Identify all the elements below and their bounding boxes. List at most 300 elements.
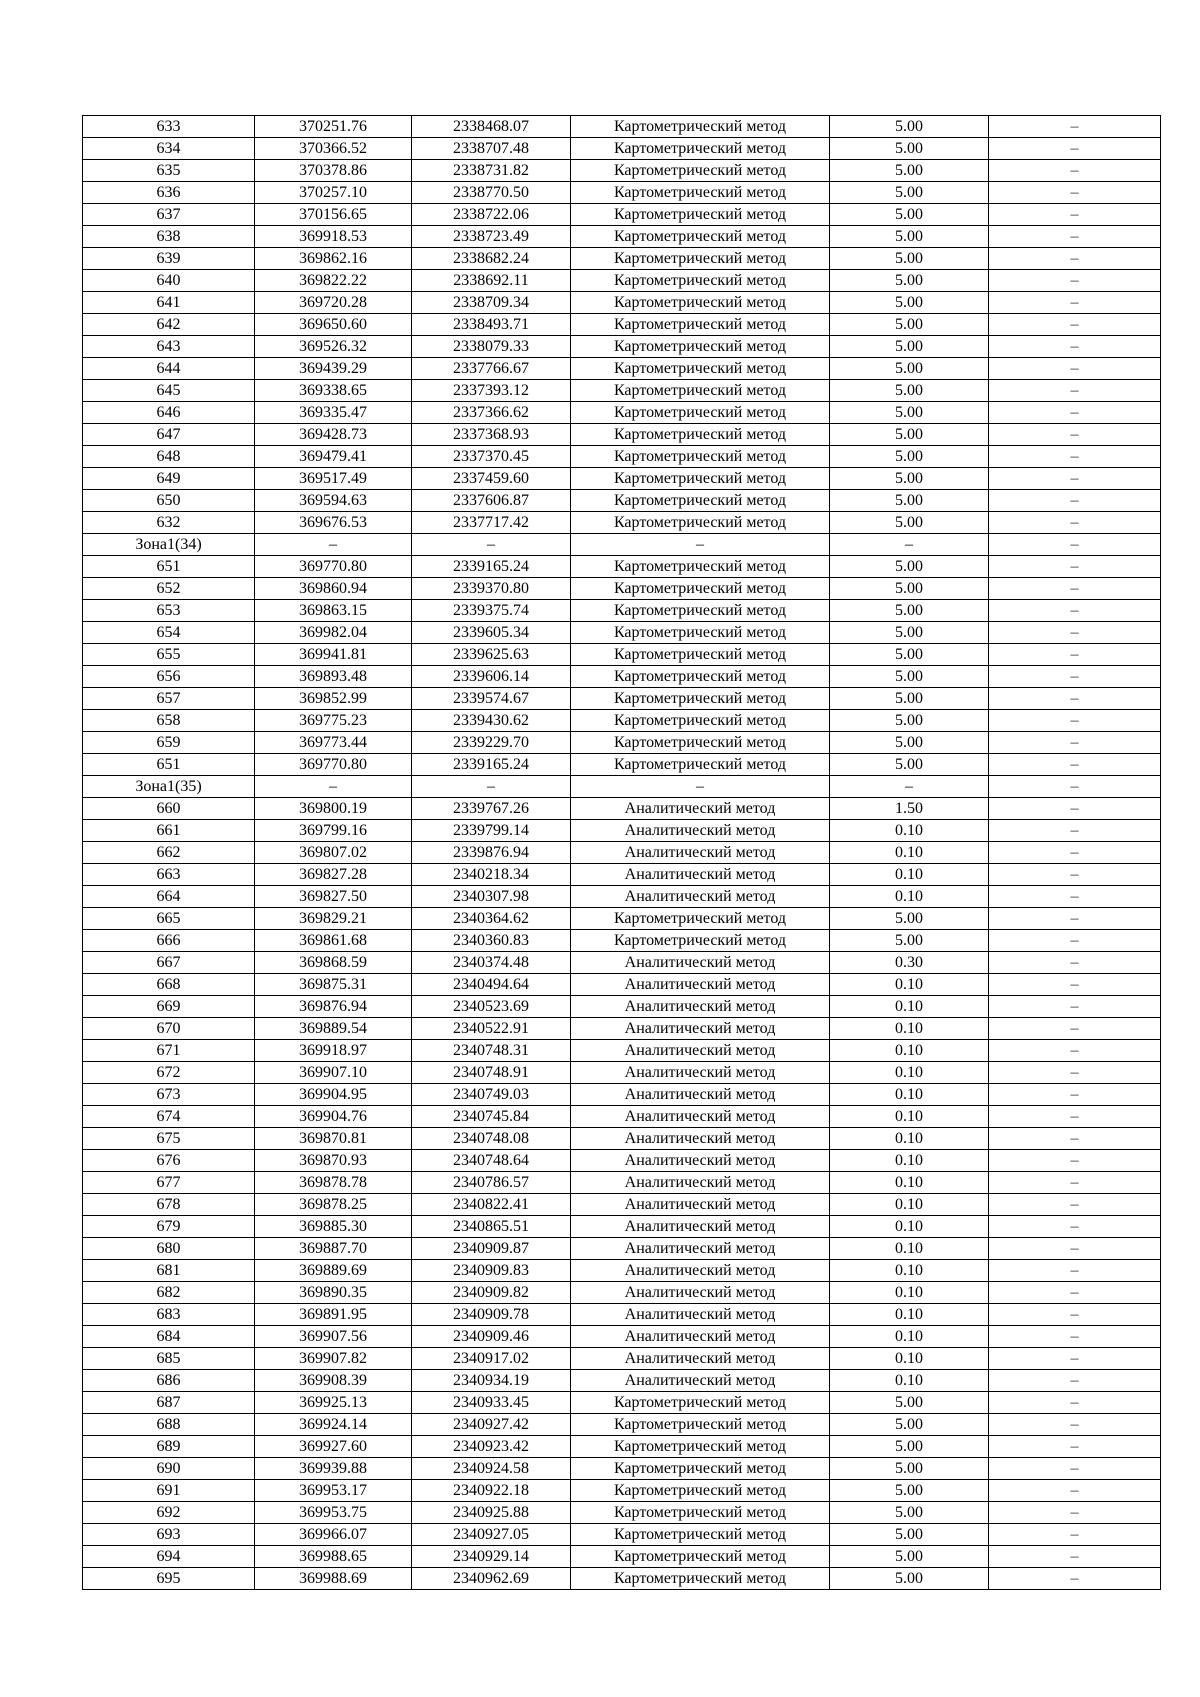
note-cell: – (989, 1018, 1161, 1040)
table-row (83, 688, 1161, 710)
point-number-cell: Зона1(35) (83, 776, 255, 798)
x-coordinate-cell: 369953.17 (255, 1480, 412, 1502)
note-cell: – (989, 952, 1161, 974)
x-coordinate-cell: 369526.32 (255, 336, 412, 358)
note-cell: – (989, 1040, 1161, 1062)
accuracy-cell: 0.10 (830, 996, 989, 1018)
note-cell: – (989, 292, 1161, 314)
x-coordinate-cell: 369889.54 (255, 1018, 412, 1040)
point-number-cell: 682 (83, 1282, 255, 1304)
accuracy-cell: 5.00 (830, 556, 989, 578)
method-cell: Картометрический метод (571, 1436, 830, 1458)
method-cell: Картометрический метод (571, 1458, 830, 1480)
x-coordinate-cell: 369953.75 (255, 1502, 412, 1524)
accuracy-cell: 5.00 (830, 468, 989, 490)
note-cell: – (989, 446, 1161, 468)
note-cell: – (989, 622, 1161, 644)
table-row (83, 776, 1161, 798)
x-coordinate-cell: 369907.82 (255, 1348, 412, 1370)
accuracy-cell: 0.10 (830, 974, 989, 996)
accuracy-cell: 0.10 (830, 1304, 989, 1326)
point-number-cell: 638 (83, 226, 255, 248)
note-cell: – (989, 1348, 1161, 1370)
accuracy-cell: 5.00 (830, 578, 989, 600)
table-row (83, 314, 1161, 336)
accuracy-cell: 5.00 (830, 314, 989, 336)
accuracy-cell: 5.00 (830, 600, 989, 622)
table-row (83, 996, 1161, 1018)
accuracy-cell: 5.00 (830, 270, 989, 292)
note-cell: – (989, 1304, 1161, 1326)
y-coordinate-cell: 2340522.91 (412, 1018, 571, 1040)
x-coordinate-cell: 370156.65 (255, 204, 412, 226)
point-number-cell: 636 (83, 182, 255, 204)
y-coordinate-cell: 2340929.14 (412, 1546, 571, 1568)
note-cell: – (989, 1194, 1161, 1216)
point-number-cell: 650 (83, 490, 255, 512)
point-number-cell: 666 (83, 930, 255, 952)
method-cell: Аналитический метод (571, 820, 830, 842)
accuracy-cell: 0.10 (830, 886, 989, 908)
x-coordinate-cell: 369861.68 (255, 930, 412, 952)
table-row (83, 1370, 1161, 1392)
note-cell: – (989, 1106, 1161, 1128)
point-number-cell: 675 (83, 1128, 255, 1150)
table-row (83, 1436, 1161, 1458)
y-coordinate-cell: 2340748.64 (412, 1150, 571, 1172)
method-cell: Картометрический метод (571, 556, 830, 578)
accuracy-cell: 0.10 (830, 1172, 989, 1194)
note-cell: – (989, 490, 1161, 512)
note-cell: – (989, 798, 1161, 820)
table-row (83, 226, 1161, 248)
accuracy-cell: 5.00 (830, 1436, 989, 1458)
y-coordinate-cell: 2340927.42 (412, 1414, 571, 1436)
x-coordinate-cell: 369770.80 (255, 754, 412, 776)
method-cell: Аналитический метод (571, 1194, 830, 1216)
accuracy-cell: 0.10 (830, 1062, 989, 1084)
y-coordinate-cell: 2339165.24 (412, 754, 571, 776)
x-coordinate-cell: 369829.21 (255, 908, 412, 930)
table-row (83, 1348, 1161, 1370)
method-cell: Картометрический метод (571, 226, 830, 248)
method-cell: Картометрический метод (571, 754, 830, 776)
accuracy-cell: 0.10 (830, 1370, 989, 1392)
method-cell: Картометрический метод (571, 600, 830, 622)
table-row (83, 1018, 1161, 1040)
y-coordinate-cell: 2340360.83 (412, 930, 571, 952)
table-row (83, 490, 1161, 512)
method-cell: Картометрический метод (571, 380, 830, 402)
y-coordinate-cell: 2339165.24 (412, 556, 571, 578)
table-row (83, 512, 1161, 534)
table-row (83, 1568, 1161, 1590)
table-row (83, 578, 1161, 600)
method-cell: Картометрический метод (571, 1392, 830, 1414)
x-coordinate-cell: 369517.49 (255, 468, 412, 490)
method-cell: Картометрический метод (571, 424, 830, 446)
y-coordinate-cell: 2339605.34 (412, 622, 571, 644)
y-coordinate-cell: 2337393.12 (412, 380, 571, 402)
point-number-cell: 695 (83, 1568, 255, 1590)
coordinates-table (82, 115, 1161, 1590)
point-number-cell: 648 (83, 446, 255, 468)
x-coordinate-cell: 369439.29 (255, 358, 412, 380)
x-coordinate-cell: 369925.13 (255, 1392, 412, 1414)
note-cell: – (989, 842, 1161, 864)
y-coordinate-cell: 2340748.91 (412, 1062, 571, 1084)
method-cell: Аналитический метод (571, 1128, 830, 1150)
method-cell: – (571, 534, 830, 556)
accuracy-cell: 5.00 (830, 930, 989, 952)
accuracy-cell: 0.10 (830, 1018, 989, 1040)
table-row (83, 908, 1161, 930)
y-coordinate-cell: 2340523.69 (412, 996, 571, 1018)
point-number-cell: 661 (83, 820, 255, 842)
note-cell: – (989, 1260, 1161, 1282)
point-number-cell: 634 (83, 138, 255, 160)
y-coordinate-cell: 2337766.67 (412, 358, 571, 380)
y-coordinate-cell: 2340933.45 (412, 1392, 571, 1414)
x-coordinate-cell: 369870.93 (255, 1150, 412, 1172)
note-cell: – (989, 578, 1161, 600)
point-number-cell: 686 (83, 1370, 255, 1392)
note-cell: – (989, 1150, 1161, 1172)
y-coordinate-cell: 2340822.41 (412, 1194, 571, 1216)
accuracy-cell: 5.00 (830, 1568, 989, 1590)
table-row (83, 556, 1161, 578)
y-coordinate-cell: 2340749.03 (412, 1084, 571, 1106)
y-coordinate-cell: 2340786.57 (412, 1172, 571, 1194)
y-coordinate-cell: 2340909.82 (412, 1282, 571, 1304)
note-cell: – (989, 512, 1161, 534)
accuracy-cell: 0.10 (830, 1128, 989, 1150)
x-coordinate-cell: 369870.81 (255, 1128, 412, 1150)
y-coordinate-cell: 2338692.11 (412, 270, 571, 292)
x-coordinate-cell: 369891.95 (255, 1304, 412, 1326)
note-cell: – (989, 226, 1161, 248)
method-cell: Картометрический метод (571, 336, 830, 358)
x-coordinate-cell: 369827.50 (255, 886, 412, 908)
accuracy-cell: 5.00 (830, 710, 989, 732)
note-cell: – (989, 1282, 1161, 1304)
method-cell: Аналитический метод (571, 1172, 830, 1194)
x-coordinate-cell: 369878.78 (255, 1172, 412, 1194)
accuracy-cell: 0.10 (830, 1282, 989, 1304)
table-row (83, 380, 1161, 402)
method-cell: Картометрический метод (571, 512, 830, 534)
point-number-cell: 637 (83, 204, 255, 226)
table-row (83, 1194, 1161, 1216)
method-cell: Аналитический метод (571, 798, 830, 820)
point-number-cell: 670 (83, 1018, 255, 1040)
note-cell: – (989, 336, 1161, 358)
x-coordinate-cell: 369887.70 (255, 1238, 412, 1260)
x-coordinate-cell: 369676.53 (255, 512, 412, 534)
note-cell: – (989, 1392, 1161, 1414)
y-coordinate-cell: 2337717.42 (412, 512, 571, 534)
method-cell: Аналитический метод (571, 1062, 830, 1084)
method-cell: Картометрический метод (571, 1546, 830, 1568)
method-cell: Аналитический метод (571, 842, 830, 864)
point-number-cell: 635 (83, 160, 255, 182)
y-coordinate-cell: 2340927.05 (412, 1524, 571, 1546)
table-row (83, 1480, 1161, 1502)
table-row (83, 292, 1161, 314)
table-row (83, 886, 1161, 908)
note-cell: – (989, 754, 1161, 776)
method-cell: Аналитический метод (571, 1370, 830, 1392)
accuracy-cell: 5.00 (830, 1480, 989, 1502)
point-number-cell: 689 (83, 1436, 255, 1458)
table-row (83, 1084, 1161, 1106)
method-cell: – (571, 776, 830, 798)
point-number-cell: 655 (83, 644, 255, 666)
point-number-cell: 679 (83, 1216, 255, 1238)
x-coordinate-cell: 369827.28 (255, 864, 412, 886)
table-row (83, 1150, 1161, 1172)
method-cell: Аналитический метод (571, 1106, 830, 1128)
accuracy-cell: 5.00 (830, 490, 989, 512)
point-number-cell: 658 (83, 710, 255, 732)
note-cell: – (989, 1084, 1161, 1106)
table-row (83, 116, 1161, 138)
table-row (83, 1128, 1161, 1150)
point-number-cell: 691 (83, 1480, 255, 1502)
y-coordinate-cell: 2338707.48 (412, 138, 571, 160)
x-coordinate-cell: 369650.60 (255, 314, 412, 336)
table-row (83, 600, 1161, 622)
x-coordinate-cell: 369852.99 (255, 688, 412, 710)
x-coordinate-cell: 369904.95 (255, 1084, 412, 1106)
x-coordinate-cell: 369335.47 (255, 402, 412, 424)
note-cell: – (989, 688, 1161, 710)
accuracy-cell: 0.10 (830, 1150, 989, 1172)
point-number-cell: 649 (83, 468, 255, 490)
note-cell: – (989, 116, 1161, 138)
point-number-cell: 651 (83, 556, 255, 578)
accuracy-cell: 5.00 (830, 1392, 989, 1414)
accuracy-cell: 5.00 (830, 754, 989, 776)
table-row (83, 446, 1161, 468)
accuracy-cell: 5.00 (830, 380, 989, 402)
point-number-cell: 632 (83, 512, 255, 534)
y-coordinate-cell: 2340865.51 (412, 1216, 571, 1238)
y-coordinate-cell: 2337370.45 (412, 446, 571, 468)
method-cell: Картометрический метод (571, 468, 830, 490)
coordinates-table-body (83, 116, 1161, 1590)
point-number-cell: 647 (83, 424, 255, 446)
note-cell: – (989, 732, 1161, 754)
table-row (83, 1238, 1161, 1260)
note-cell: – (989, 204, 1161, 226)
table-row (83, 1524, 1161, 1546)
accuracy-cell: 5.00 (830, 182, 989, 204)
note-cell: – (989, 314, 1161, 336)
method-cell: Картометрический метод (571, 292, 830, 314)
accuracy-cell: 5.00 (830, 644, 989, 666)
table-row (83, 1260, 1161, 1282)
accuracy-cell: 0.30 (830, 952, 989, 974)
y-coordinate-cell: 2340909.78 (412, 1304, 571, 1326)
method-cell: Картометрический метод (571, 1502, 830, 1524)
y-coordinate-cell: 2338722.06 (412, 204, 571, 226)
accuracy-cell: 5.00 (830, 204, 989, 226)
note-cell: – (989, 820, 1161, 842)
y-coordinate-cell: 2338723.49 (412, 226, 571, 248)
x-coordinate-cell: 369775.23 (255, 710, 412, 732)
x-coordinate-cell: 369918.97 (255, 1040, 412, 1062)
note-cell: – (989, 1436, 1161, 1458)
table-row (83, 798, 1161, 820)
method-cell: Картометрический метод (571, 248, 830, 270)
table-row (83, 974, 1161, 996)
point-number-cell: 667 (83, 952, 255, 974)
x-coordinate-cell: 369907.56 (255, 1326, 412, 1348)
x-coordinate-cell: 369479.41 (255, 446, 412, 468)
note-cell: – (989, 1502, 1161, 1524)
point-number-cell: 678 (83, 1194, 255, 1216)
method-cell: Картометрический метод (571, 688, 830, 710)
x-coordinate-cell: 369428.73 (255, 424, 412, 446)
table-row (83, 820, 1161, 842)
method-cell: Аналитический метод (571, 1084, 830, 1106)
point-number-cell: 681 (83, 1260, 255, 1282)
table-row (83, 644, 1161, 666)
y-coordinate-cell: 2340748.08 (412, 1128, 571, 1150)
accuracy-cell: 0.10 (830, 1194, 989, 1216)
point-number-cell: 683 (83, 1304, 255, 1326)
y-coordinate-cell: – (412, 776, 571, 798)
point-number-cell: 665 (83, 908, 255, 930)
point-number-cell: 642 (83, 314, 255, 336)
note-cell: – (989, 402, 1161, 424)
y-coordinate-cell: 2339799.14 (412, 820, 571, 842)
accuracy-cell: 5.00 (830, 622, 989, 644)
method-cell: Картометрический метод (571, 446, 830, 468)
method-cell: Аналитический метод (571, 1282, 830, 1304)
point-number-cell: 680 (83, 1238, 255, 1260)
table-row (83, 1414, 1161, 1436)
point-number-cell: 693 (83, 1524, 255, 1546)
table-row (83, 1304, 1161, 1326)
note-cell: – (989, 1128, 1161, 1150)
point-number-cell: 673 (83, 1084, 255, 1106)
table-row (83, 204, 1161, 226)
point-number-cell: 659 (83, 732, 255, 754)
point-number-cell: 639 (83, 248, 255, 270)
x-coordinate-cell: 370366.52 (255, 138, 412, 160)
y-coordinate-cell: 2340307.98 (412, 886, 571, 908)
table-row (83, 270, 1161, 292)
x-coordinate-cell: 369966.07 (255, 1524, 412, 1546)
accuracy-cell: 5.00 (830, 1502, 989, 1524)
accuracy-cell: 5.00 (830, 424, 989, 446)
point-number-cell: 662 (83, 842, 255, 864)
x-coordinate-cell: 370251.76 (255, 116, 412, 138)
note-cell: – (989, 1458, 1161, 1480)
method-cell: Аналитический метод (571, 1260, 830, 1282)
accuracy-cell: 0.10 (830, 820, 989, 842)
x-coordinate-cell: 369875.31 (255, 974, 412, 996)
method-cell: Картометрический метод (571, 182, 830, 204)
point-number-cell: 671 (83, 1040, 255, 1062)
y-coordinate-cell: 2340917.02 (412, 1348, 571, 1370)
table-row (83, 1106, 1161, 1128)
table-row (83, 1546, 1161, 1568)
x-coordinate-cell: 369863.15 (255, 600, 412, 622)
method-cell: Аналитический метод (571, 996, 830, 1018)
y-coordinate-cell: 2338682.24 (412, 248, 571, 270)
note-cell: – (989, 1062, 1161, 1084)
accuracy-cell: 5.00 (830, 666, 989, 688)
table-row (83, 1502, 1161, 1524)
method-cell: Картометрический метод (571, 1568, 830, 1590)
x-coordinate-cell: 369893.48 (255, 666, 412, 688)
accuracy-cell: 5.00 (830, 1524, 989, 1546)
point-number-cell: 692 (83, 1502, 255, 1524)
x-coordinate-cell: 369770.80 (255, 556, 412, 578)
y-coordinate-cell: 2340925.88 (412, 1502, 571, 1524)
point-number-cell: 645 (83, 380, 255, 402)
note-cell: – (989, 534, 1161, 556)
table-row (83, 336, 1161, 358)
method-cell: Аналитический метод (571, 864, 830, 886)
note-cell: – (989, 908, 1161, 930)
accuracy-cell: 5.00 (830, 688, 989, 710)
table-row (83, 930, 1161, 952)
point-number-cell: 664 (83, 886, 255, 908)
point-number-cell: 657 (83, 688, 255, 710)
point-number-cell: 694 (83, 1546, 255, 1568)
method-cell: Аналитический метод (571, 1348, 830, 1370)
y-coordinate-cell: 2340745.84 (412, 1106, 571, 1128)
point-number-cell: 669 (83, 996, 255, 1018)
method-cell: Картометрический метод (571, 644, 830, 666)
y-coordinate-cell: 2337606.87 (412, 490, 571, 512)
y-coordinate-cell: 2339430.62 (412, 710, 571, 732)
x-coordinate-cell: 369988.69 (255, 1568, 412, 1590)
y-coordinate-cell: 2340374.48 (412, 952, 571, 974)
point-number-cell: 653 (83, 600, 255, 622)
y-coordinate-cell: 2338709.34 (412, 292, 571, 314)
y-coordinate-cell: 2339574.67 (412, 688, 571, 710)
accuracy-cell: 5.00 (830, 1414, 989, 1436)
point-number-cell: 684 (83, 1326, 255, 1348)
method-cell: Картометрический метод (571, 578, 830, 600)
table-row (83, 424, 1161, 446)
table-row (83, 710, 1161, 732)
y-coordinate-cell: 2340962.69 (412, 1568, 571, 1590)
x-coordinate-cell: 369594.63 (255, 490, 412, 512)
y-coordinate-cell: 2340924.58 (412, 1458, 571, 1480)
table-row (83, 1326, 1161, 1348)
note-cell: – (989, 1480, 1161, 1502)
accuracy-cell: 5.00 (830, 358, 989, 380)
y-coordinate-cell: – (412, 534, 571, 556)
x-coordinate-cell: 369862.16 (255, 248, 412, 270)
x-coordinate-cell: 369800.19 (255, 798, 412, 820)
accuracy-cell: 0.10 (830, 842, 989, 864)
x-coordinate-cell: 369908.39 (255, 1370, 412, 1392)
note-cell: – (989, 358, 1161, 380)
point-number-cell: 687 (83, 1392, 255, 1414)
accuracy-cell: 0.10 (830, 1326, 989, 1348)
method-cell: Картометрический метод (571, 402, 830, 424)
y-coordinate-cell: 2339370.80 (412, 578, 571, 600)
y-coordinate-cell: 2340494.64 (412, 974, 571, 996)
note-cell: – (989, 930, 1161, 952)
